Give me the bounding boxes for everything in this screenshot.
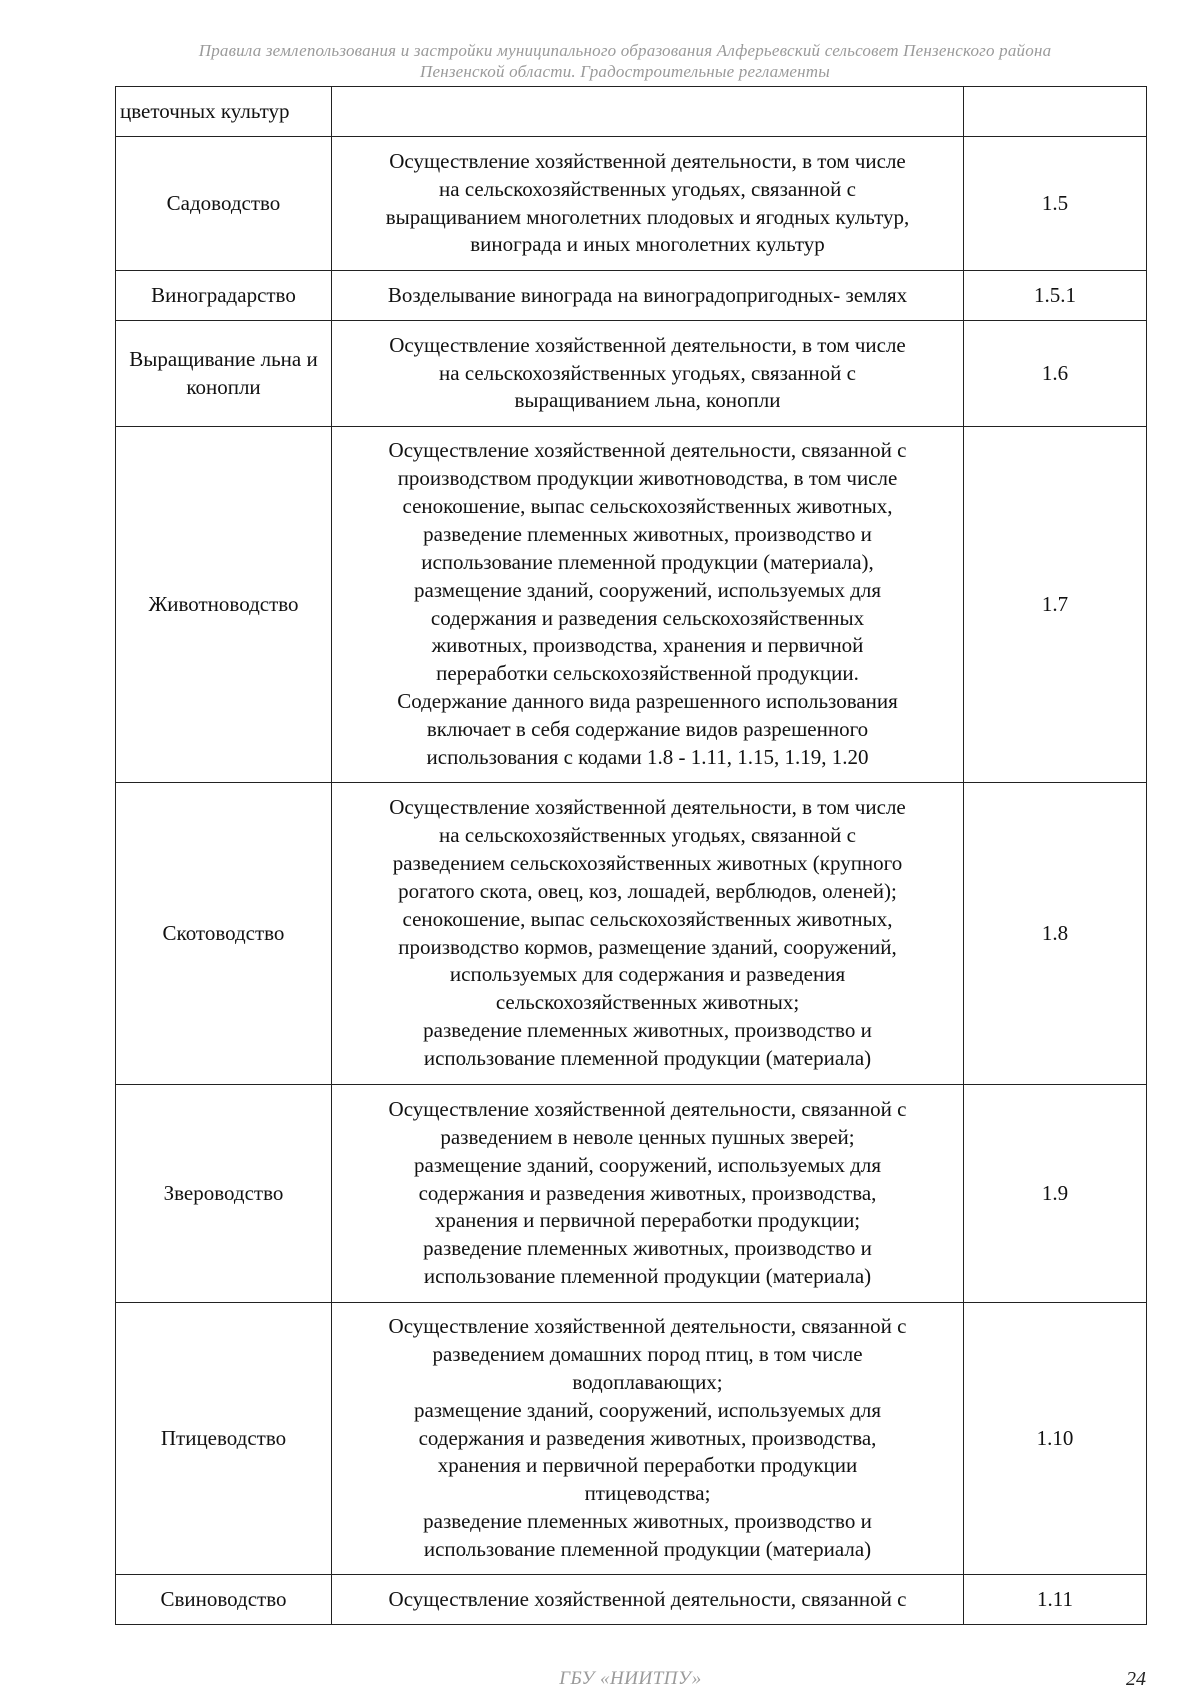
description-line: разведение племенных животных, производство и <box>423 1236 872 1261</box>
description-line: разведением сельскохозяйственных животных (крупного <box>392 850 903 875</box>
description-line: включает в себя содержание видов разрешенного <box>426 717 869 742</box>
description-line: сельскохозяйственных животных; <box>495 990 800 1015</box>
description-line: Осуществление хозяйственной деятельности, связанной с <box>388 438 907 463</box>
description-line: использование племенной продукции (материала) <box>423 1046 872 1071</box>
description-line: хранения и первичной переработки продукции; <box>434 1208 861 1233</box>
land-use-description-cell <box>332 321 964 427</box>
page-header <box>110 40 1140 82</box>
page-number: 24 <box>1126 1668 1146 1690</box>
description-line: разведение племенных животных, производство и <box>423 1509 872 1534</box>
page-header-line-2: Пензенской области. Градостроительные регламенты <box>419 62 830 81</box>
page-header-line-1: Правила землепользования и застройки муниципального образования Алферьевский сельсовет Пензенского района <box>198 41 1052 60</box>
land-use-code-cell: 1.7 <box>964 427 1147 783</box>
description-line: выращиванием льна, конопли <box>514 388 781 413</box>
description-line: содержания и разведения животных, производства, <box>418 1180 877 1205</box>
description-line: Осуществление хозяйственной деятельности, в том числе <box>389 332 906 357</box>
land-use-description-cell <box>332 783 964 1085</box>
description-line: сенокошение, выпас сельскохозяйственных животных, <box>402 906 893 931</box>
description-line: сенокошение, выпас сельскохозяйственных животных, <box>402 493 893 518</box>
description-line: рогатого скота, овец, коз, лошадей, верблюдов, оленей); <box>398 878 897 903</box>
description-line: размещение зданий, сооружений, используемых для <box>413 1397 882 1422</box>
description-line: птицеводства; <box>584 1481 711 1506</box>
land-use-code-cell: 1.10 <box>964 1303 1147 1575</box>
land-use-code-cell <box>964 87 1147 137</box>
description-line: использование племенной продукции (материала), <box>421 549 874 574</box>
description-line: используемых для содержания и разведения <box>449 962 846 987</box>
page-footer <box>115 1668 1146 1694</box>
land-use-description-cell <box>332 137 964 271</box>
land-use-description-cell <box>332 87 964 137</box>
description-line: переработки сельскохозяйственной продукции. <box>436 661 859 686</box>
description-line: на сельскохозяйственных угодьях, связанной с <box>439 176 856 201</box>
table-row <box>116 321 1147 427</box>
table-row <box>116 137 1147 271</box>
land-use-name-cell: цветочных культур <box>116 87 332 137</box>
description-line: Осуществление хозяйственной деятельности, связанной с <box>388 1313 907 1338</box>
table-row <box>116 783 1147 1085</box>
description-line: разведением домашних пород птиц, в том числе <box>432 1341 863 1366</box>
land-use-table-body <box>116 87 1147 1625</box>
land-use-code-cell: 1.11 <box>964 1575 1147 1625</box>
land-use-name-cell: Звероводство <box>116 1085 332 1303</box>
description-line: Осуществление хозяйственной деятельности, связанной с <box>388 1096 907 1121</box>
description-line: использование племенной продукции (материала) <box>423 1537 872 1562</box>
land-use-table <box>115 86 1147 1625</box>
description-line: Содержание данного вида разрешенного использования <box>397 689 898 714</box>
description-line: хранения и первичной переработки продукции <box>437 1453 858 1478</box>
description-line: Возделывание винограда на виноградопригодных- землях <box>387 282 908 307</box>
description-line: выращиванием многолетних плодовых и ягодных культур, <box>385 204 910 229</box>
land-use-name-cell: Выращивание льна и конопли <box>116 321 332 427</box>
description-line: разведение племенных животных, производство и <box>423 521 872 546</box>
land-use-description-cell <box>332 427 964 783</box>
land-use-description-cell <box>332 1303 964 1575</box>
description-line: производство кормов, размещение зданий, сооружений, <box>398 934 897 959</box>
land-use-code-cell: 1.5.1 <box>964 271 1147 321</box>
land-use-name-cell: Скотоводство <box>116 783 332 1085</box>
land-use-code-cell: 1.6 <box>964 321 1147 427</box>
description-line: содержания и разведения сельскохозяйственных <box>430 605 865 630</box>
table-row <box>116 427 1147 783</box>
table-row <box>116 1303 1147 1575</box>
land-use-description-cell <box>332 271 964 321</box>
land-use-name-cell: Свиноводство <box>116 1575 332 1625</box>
description-line: водоплавающих; <box>572 1369 723 1394</box>
description-line: на сельскохозяйственных угодьях, связанной с <box>439 822 856 847</box>
land-use-code-cell: 1.8 <box>964 783 1147 1085</box>
land-use-description-cell <box>332 1085 964 1303</box>
description-line: на сельскохозяйственных угодьях, связанной с <box>439 360 856 385</box>
table-row <box>116 1085 1147 1303</box>
description-line: животных, производства, хранения и первичной <box>431 633 864 658</box>
land-use-code-cell: 1.5 <box>964 137 1147 271</box>
description-line: винограда и иных многолетних культур <box>470 232 825 257</box>
description-line: производством продукции животноводства, в том числе <box>397 465 898 490</box>
description-line: размещение зданий, сооружений, используемых для <box>413 577 882 602</box>
table-row <box>116 271 1147 321</box>
description-line: содержания и разведения животных, производства, <box>418 1425 877 1450</box>
description-line: использование племенной продукции (материала) <box>423 1264 872 1289</box>
description-line: Осуществление хозяйственной деятельности, связанной с <box>388 1586 907 1611</box>
land-use-name-cell: Виноградарство <box>116 271 332 321</box>
description-line: Осуществление хозяйственной деятельности, в том числе <box>389 148 906 173</box>
land-use-name-cell: Животноводство <box>116 427 332 783</box>
land-use-description-cell <box>332 1575 964 1625</box>
table-row <box>116 87 1147 137</box>
description-line: разведением в неволе ценных пушных зверей; <box>440 1124 855 1149</box>
description-line: использования с кодами 1.8 - 1.11, 1.15, 1.19, 1.20 <box>426 745 869 770</box>
description-line: разведение племенных животных, производство и <box>423 1018 872 1043</box>
land-use-name-cell: Птицеводство <box>116 1303 332 1575</box>
land-use-code-cell: 1.9 <box>964 1085 1147 1303</box>
land-use-name-cell: Садоводство <box>116 137 332 271</box>
footer-organization: ГБУ «НИИТПУ» <box>559 1668 702 1689</box>
table-row <box>116 1575 1147 1625</box>
description-line: размещение зданий, сооружений, используемых для <box>413 1152 882 1177</box>
description-line: Осуществление хозяйственной деятельности, в том числе <box>389 794 906 819</box>
